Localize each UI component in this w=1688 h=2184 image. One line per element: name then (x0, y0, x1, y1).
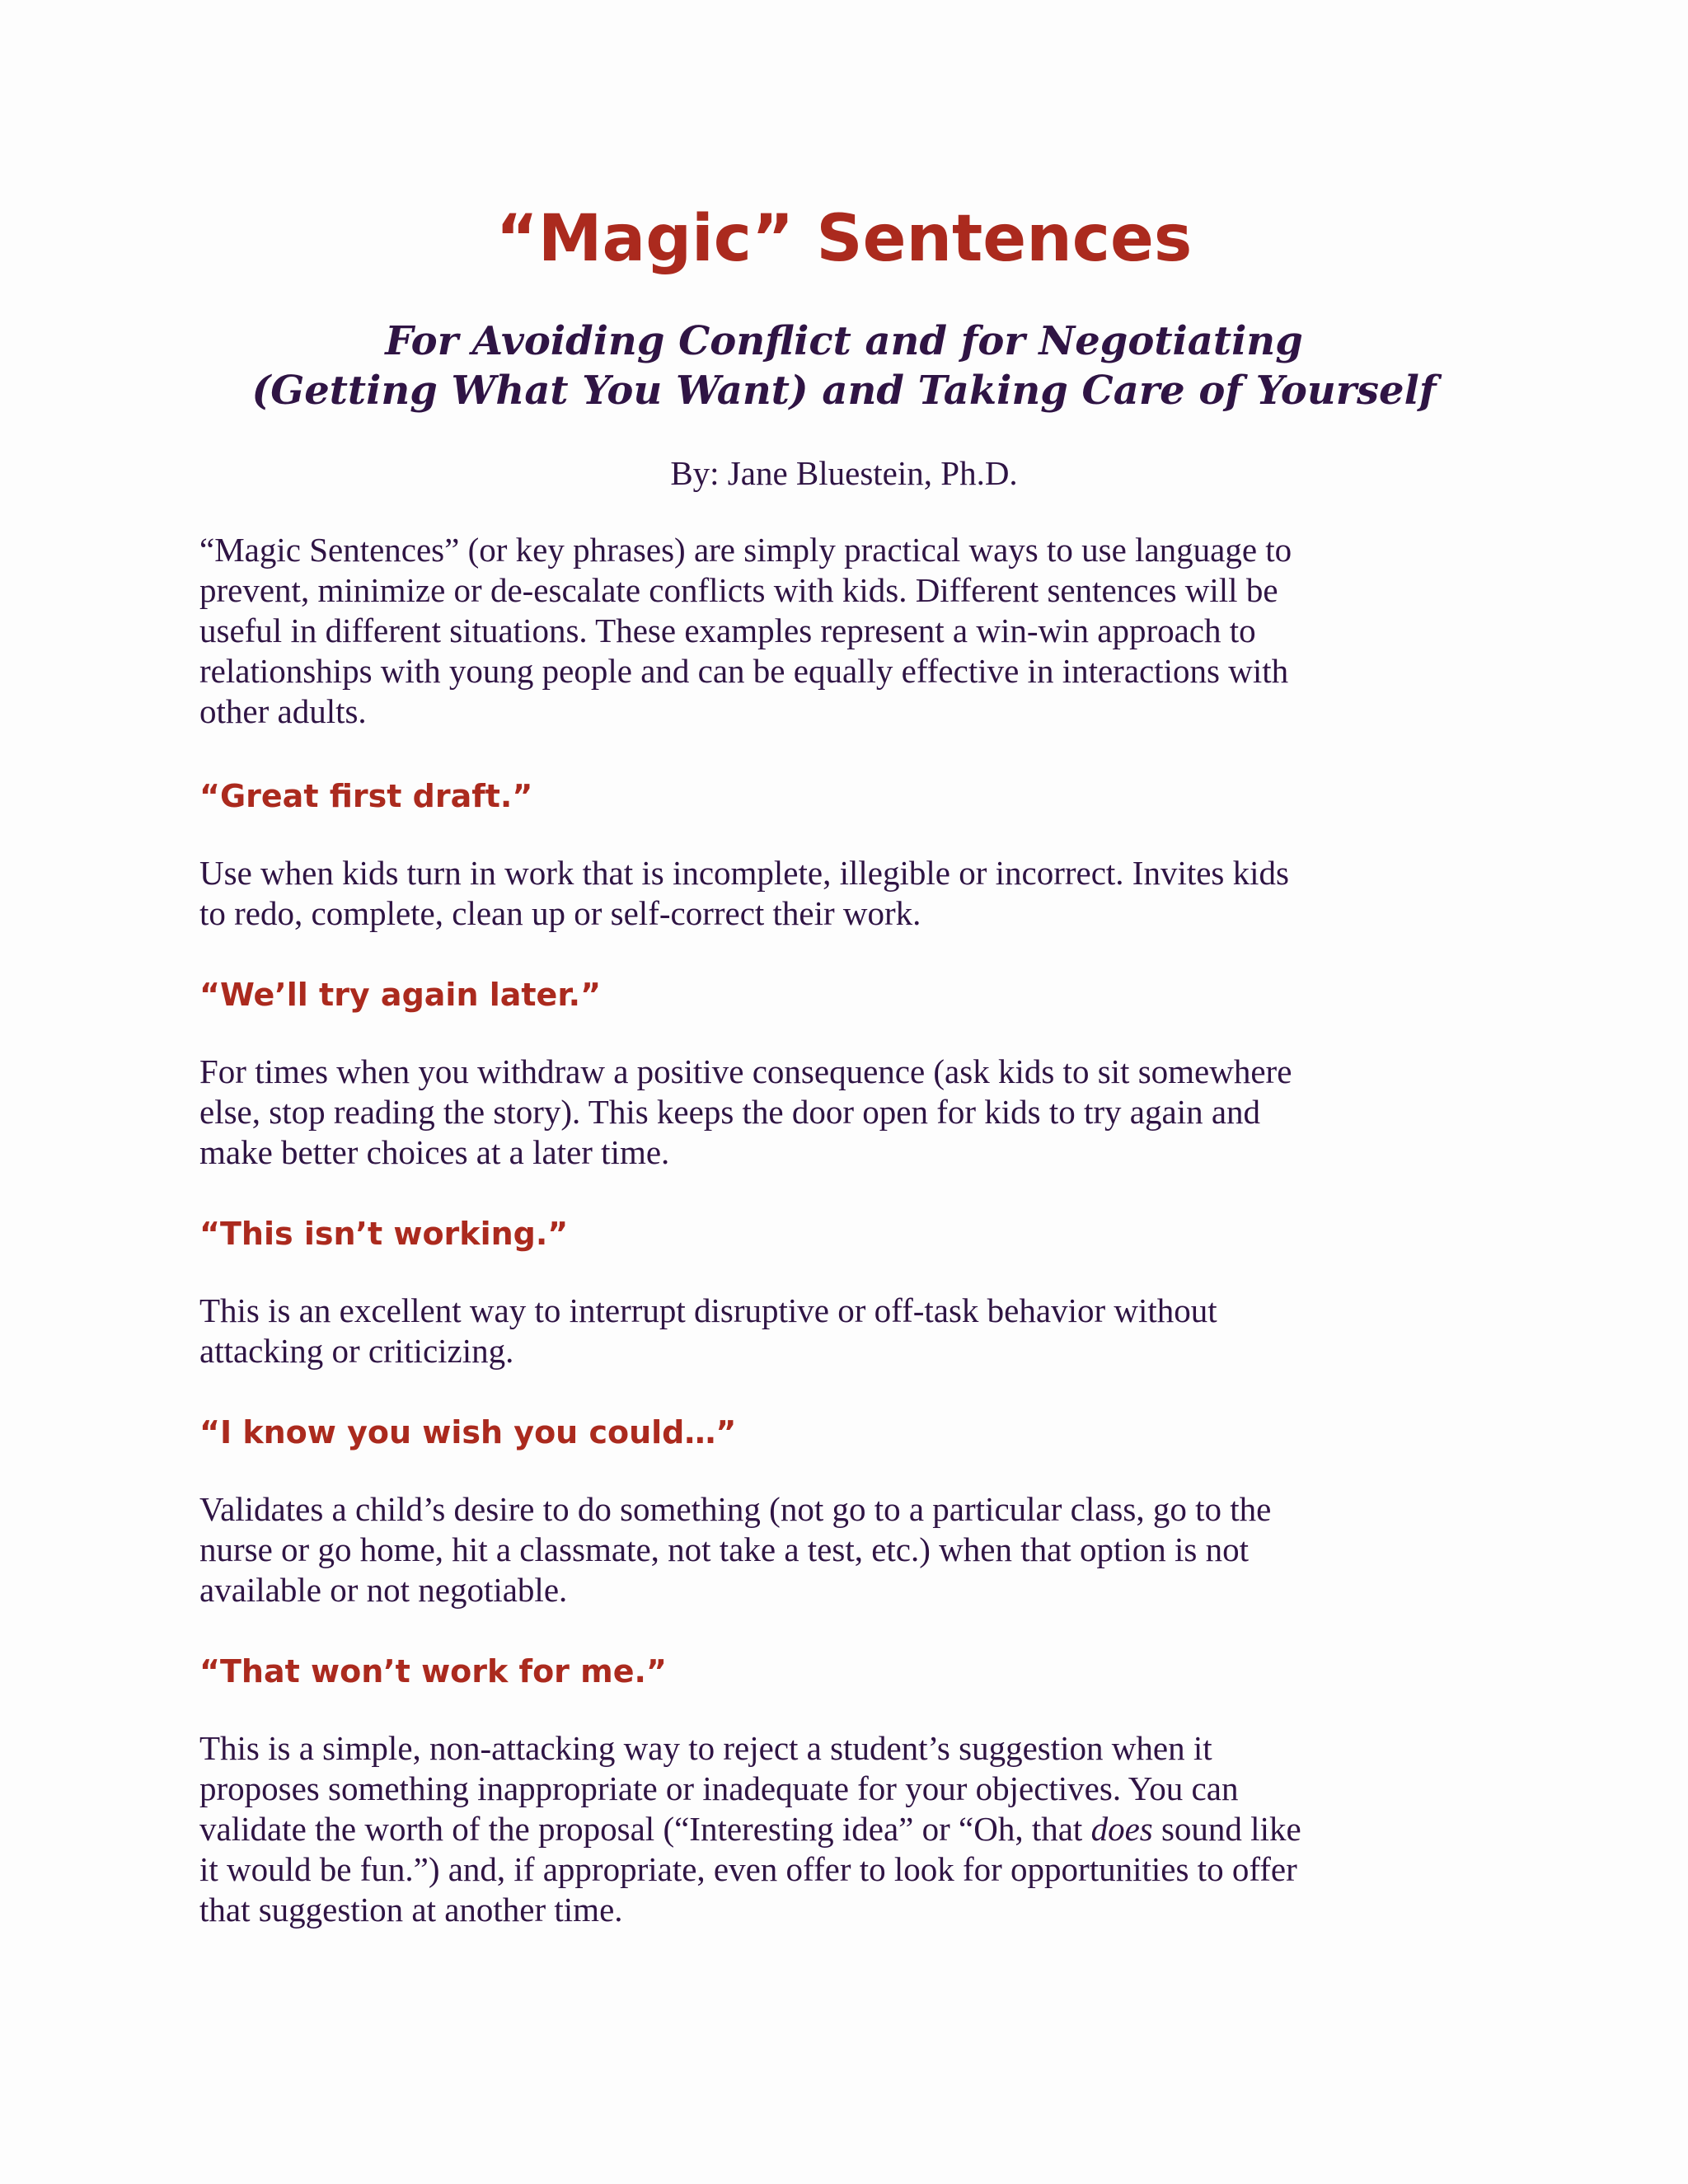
emphasized-word: does (1090, 1810, 1153, 1848)
paragraph-line: available or not negotiable. (199, 1571, 568, 1609)
line-text: sound like (1152, 1810, 1301, 1848)
magic-sentence-description (199, 1052, 1551, 1173)
magic-sentence-heading: “This isn’t working.” (199, 1216, 569, 1252)
paragraph-line: For times when you withdraw a positive consequence (ask kids to sit somewhere (199, 1052, 1292, 1090)
paragraph-line (199, 1809, 1551, 1849)
magic-sentence-description (199, 853, 1551, 934)
line-text: validate the worth of the proposal (“Interesting idea” or “Oh, that (199, 1810, 1091, 1848)
magic-sentence-heading: “Great first draft.” (199, 778, 533, 814)
paragraph-line: else, stop reading the story). This keeps the door open for kids to try again and (199, 1093, 1261, 1131)
magic-sentence-description (199, 1291, 1551, 1371)
paragraph-line: nurse or go home, hit a classmate, not take a test, etc.) when that option is not (199, 1530, 1249, 1568)
paragraph-line: it would be fun.”) and, if appropriate, even offer to look for opportunities to offer (199, 1850, 1297, 1888)
magic-sentence-description (199, 1489, 1551, 1610)
magic-sentence-heading: “I know you wish you could…” (199, 1414, 737, 1451)
subtitle-line: (Getting What You Want) and Taking Care of Yourself (251, 368, 1437, 414)
paragraph-line: Use when kids turn in work that is incomplete, illegible or incorrect. Invites kids (199, 854, 1289, 892)
author-byline: By: Jane Bluestein, Ph.D. (670, 454, 1018, 492)
paragraph-line: proposes something inappropriate or inadequate for your objectives. You can (199, 1769, 1239, 1807)
intro-paragraph (199, 530, 1551, 732)
paragraph-line: prevent, minimize or de-escalate conflicts with kids. Different sentences will be (199, 571, 1278, 609)
paragraph-line: that suggestion at another time. (199, 1891, 623, 1929)
document-subtitle (0, 316, 1688, 415)
magic-sentence-description (199, 1728, 1551, 1930)
paragraph-line: attacking or criticizing. (199, 1332, 514, 1370)
paragraph-line: other adults. (199, 692, 367, 730)
paragraph-line: “Magic Sentences” (or key phrases) are simply practical ways to use language to (199, 531, 1292, 569)
paragraph-line: Validates a child’s desire to do something (not go to a particular class, go to the (199, 1490, 1272, 1528)
paragraph-line: to redo, complete, clean up or self-correct their work. (199, 894, 921, 932)
paragraph-line: This is an excellent way to interrupt disruptive or off-task behavior without (199, 1291, 1217, 1329)
magic-sentence-heading: “That won’t work for me.” (199, 1653, 667, 1690)
magic-sentence-heading: “We’ll try again later.” (199, 977, 602, 1013)
paragraph-line: This is a simple, non-attacking way to reject a student’s suggestion when it (199, 1729, 1212, 1767)
paragraph-line: relationships with young people and can be equally effective in interactions with (199, 652, 1289, 690)
paragraph-line: make better choices at a later time. (199, 1133, 670, 1171)
document-title: “Magic” Sentences (495, 202, 1193, 276)
subtitle-line: For Avoiding Conflict and for Negotiating (385, 318, 1303, 364)
paragraph-line: useful in different situations. These examples represent a win-win approach to (199, 612, 1256, 649)
